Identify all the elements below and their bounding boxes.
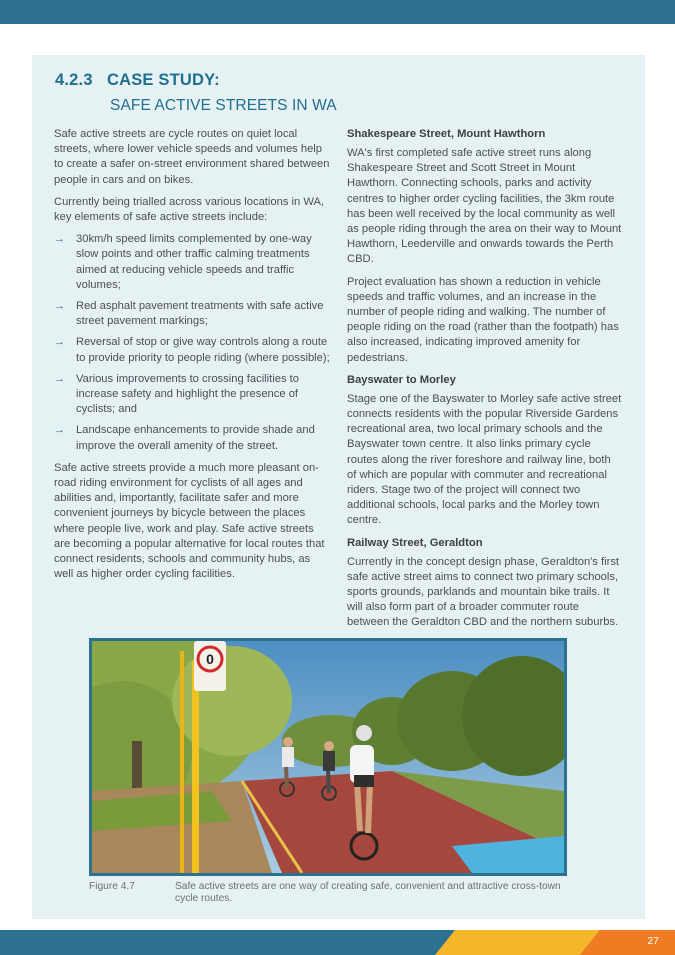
railway-heading: Railway Street, Geraldton xyxy=(347,536,483,549)
key-elements-list xyxy=(54,232,330,454)
list-item: → 30km/h speed limits complemented by one-way slow points and other traffic calming treatments aimed at reducing vehicle speeds and traffic volumes; xyxy=(54,233,312,291)
arrow-right-icon: → xyxy=(54,233,65,246)
trial-paragraph: Currently being trialled across various locations in WA, key elements of safe active streets include: xyxy=(54,195,325,224)
shakespeare-heading: Shakespeare Street, Mount Hawthorn xyxy=(347,128,546,140)
section-subtitle: SAFE ACTIVE STREETS IN WA xyxy=(110,97,337,114)
figure-caption xyxy=(89,881,567,905)
arrow-right-icon: → xyxy=(54,336,65,349)
bottom-banner xyxy=(0,930,675,955)
section-number: 4.2.3 xyxy=(55,71,93,89)
left-column xyxy=(54,127,330,589)
speed-sign-text: 0 xyxy=(206,651,214,667)
figure-photo xyxy=(89,638,567,876)
arrow-right-icon: → xyxy=(54,300,65,313)
yellow-pole xyxy=(192,661,199,873)
list-item: → Red asphalt pavement treatments with safe active street pavement markings; xyxy=(54,300,324,328)
cyclists-street-illustration xyxy=(92,641,564,873)
arrow-right-icon: → xyxy=(54,372,65,385)
right-column xyxy=(347,127,622,638)
bottom-banner-yellow xyxy=(435,930,600,955)
closing-paragraph: Safe active streets provide a much more pleasant on-road riding environment for cyclists of all ages and abilities and, importantly, facilitate safer and more convenient journeys by bicycle between the places where people live, work and play. Safe active streets are becoming a popular alternative for local routes that connect residents, schools and community hubs, as well as higher order cycling facilities. xyxy=(54,461,325,581)
figure-caption-text: Safe active streets are one way of creating safe, convenient and attractive cross-town cycle routes. xyxy=(175,881,561,904)
arrow-right-icon: → xyxy=(54,424,65,437)
figure-label: Figure 4.7 xyxy=(89,881,135,892)
bayswater-heading: Bayswater to Morley xyxy=(347,373,456,386)
intro-paragraph: Safe active streets are cycle routes on quiet local streets, where lower vehicle speeds and volumes help to create a safer on-street environment shared between people in cars and on bikes. xyxy=(54,128,330,186)
list-item: → Various improvements to crossing facilities to increase safety and highlight the presence of cyclists; and xyxy=(54,372,300,416)
list-item: → Reversal of stop or give way controls along a route to provide priority to people riding (where possible); xyxy=(54,336,330,364)
list-item: → Landscape enhancements to provide shade and improve the overall amenity of the street. xyxy=(54,424,315,452)
section-heading xyxy=(55,71,355,115)
railway-paragraph: Currently in the concept design phase, Geraldton's first safe active street aims to connect two primary schools, sports grounds, parklands and mountain bike trails. It will also form part of a broader commuter route between the Geraldton CBD and the northern suburbs. xyxy=(347,555,620,629)
bayswater-paragraph: Stage one of the Bayswater to Morley safe active street connects residents with the popular Riverside Gardens recreational area, two local primary schools and the Bayswater town centre. It also links primary cycle routes along the river foreshore and railway line, both of which are popular with commuter and recreational riders. Stage two of the project will connect two additional schools, local parks and the Morley town centre. xyxy=(347,392,622,527)
section-title: CASE STUDY: xyxy=(107,71,220,89)
shakespeare-paragraph-2: Project evaluation has shown a reduction in vehicle speeds and traffic volumes, and an increase in the number of people riding and walking. The number of people riding on the road (rather than the footpath) has also increased, indicating improved amenity for pedestrians. xyxy=(347,275,619,364)
top-banner xyxy=(0,0,675,24)
page-number: 27 xyxy=(647,935,659,947)
shakespeare-paragraph-1: WA's first completed safe active street runs along Shakespeare Street and Scott Street in Mount Hawthorn. Connecting schools, parks and activity centres to higher order cycling facilities, the 3km route has been well received by the local community as well as people riding through the area on their way to Mount Hawthorn, Leederville and onwards towards the Perth CBD. xyxy=(347,147,622,266)
